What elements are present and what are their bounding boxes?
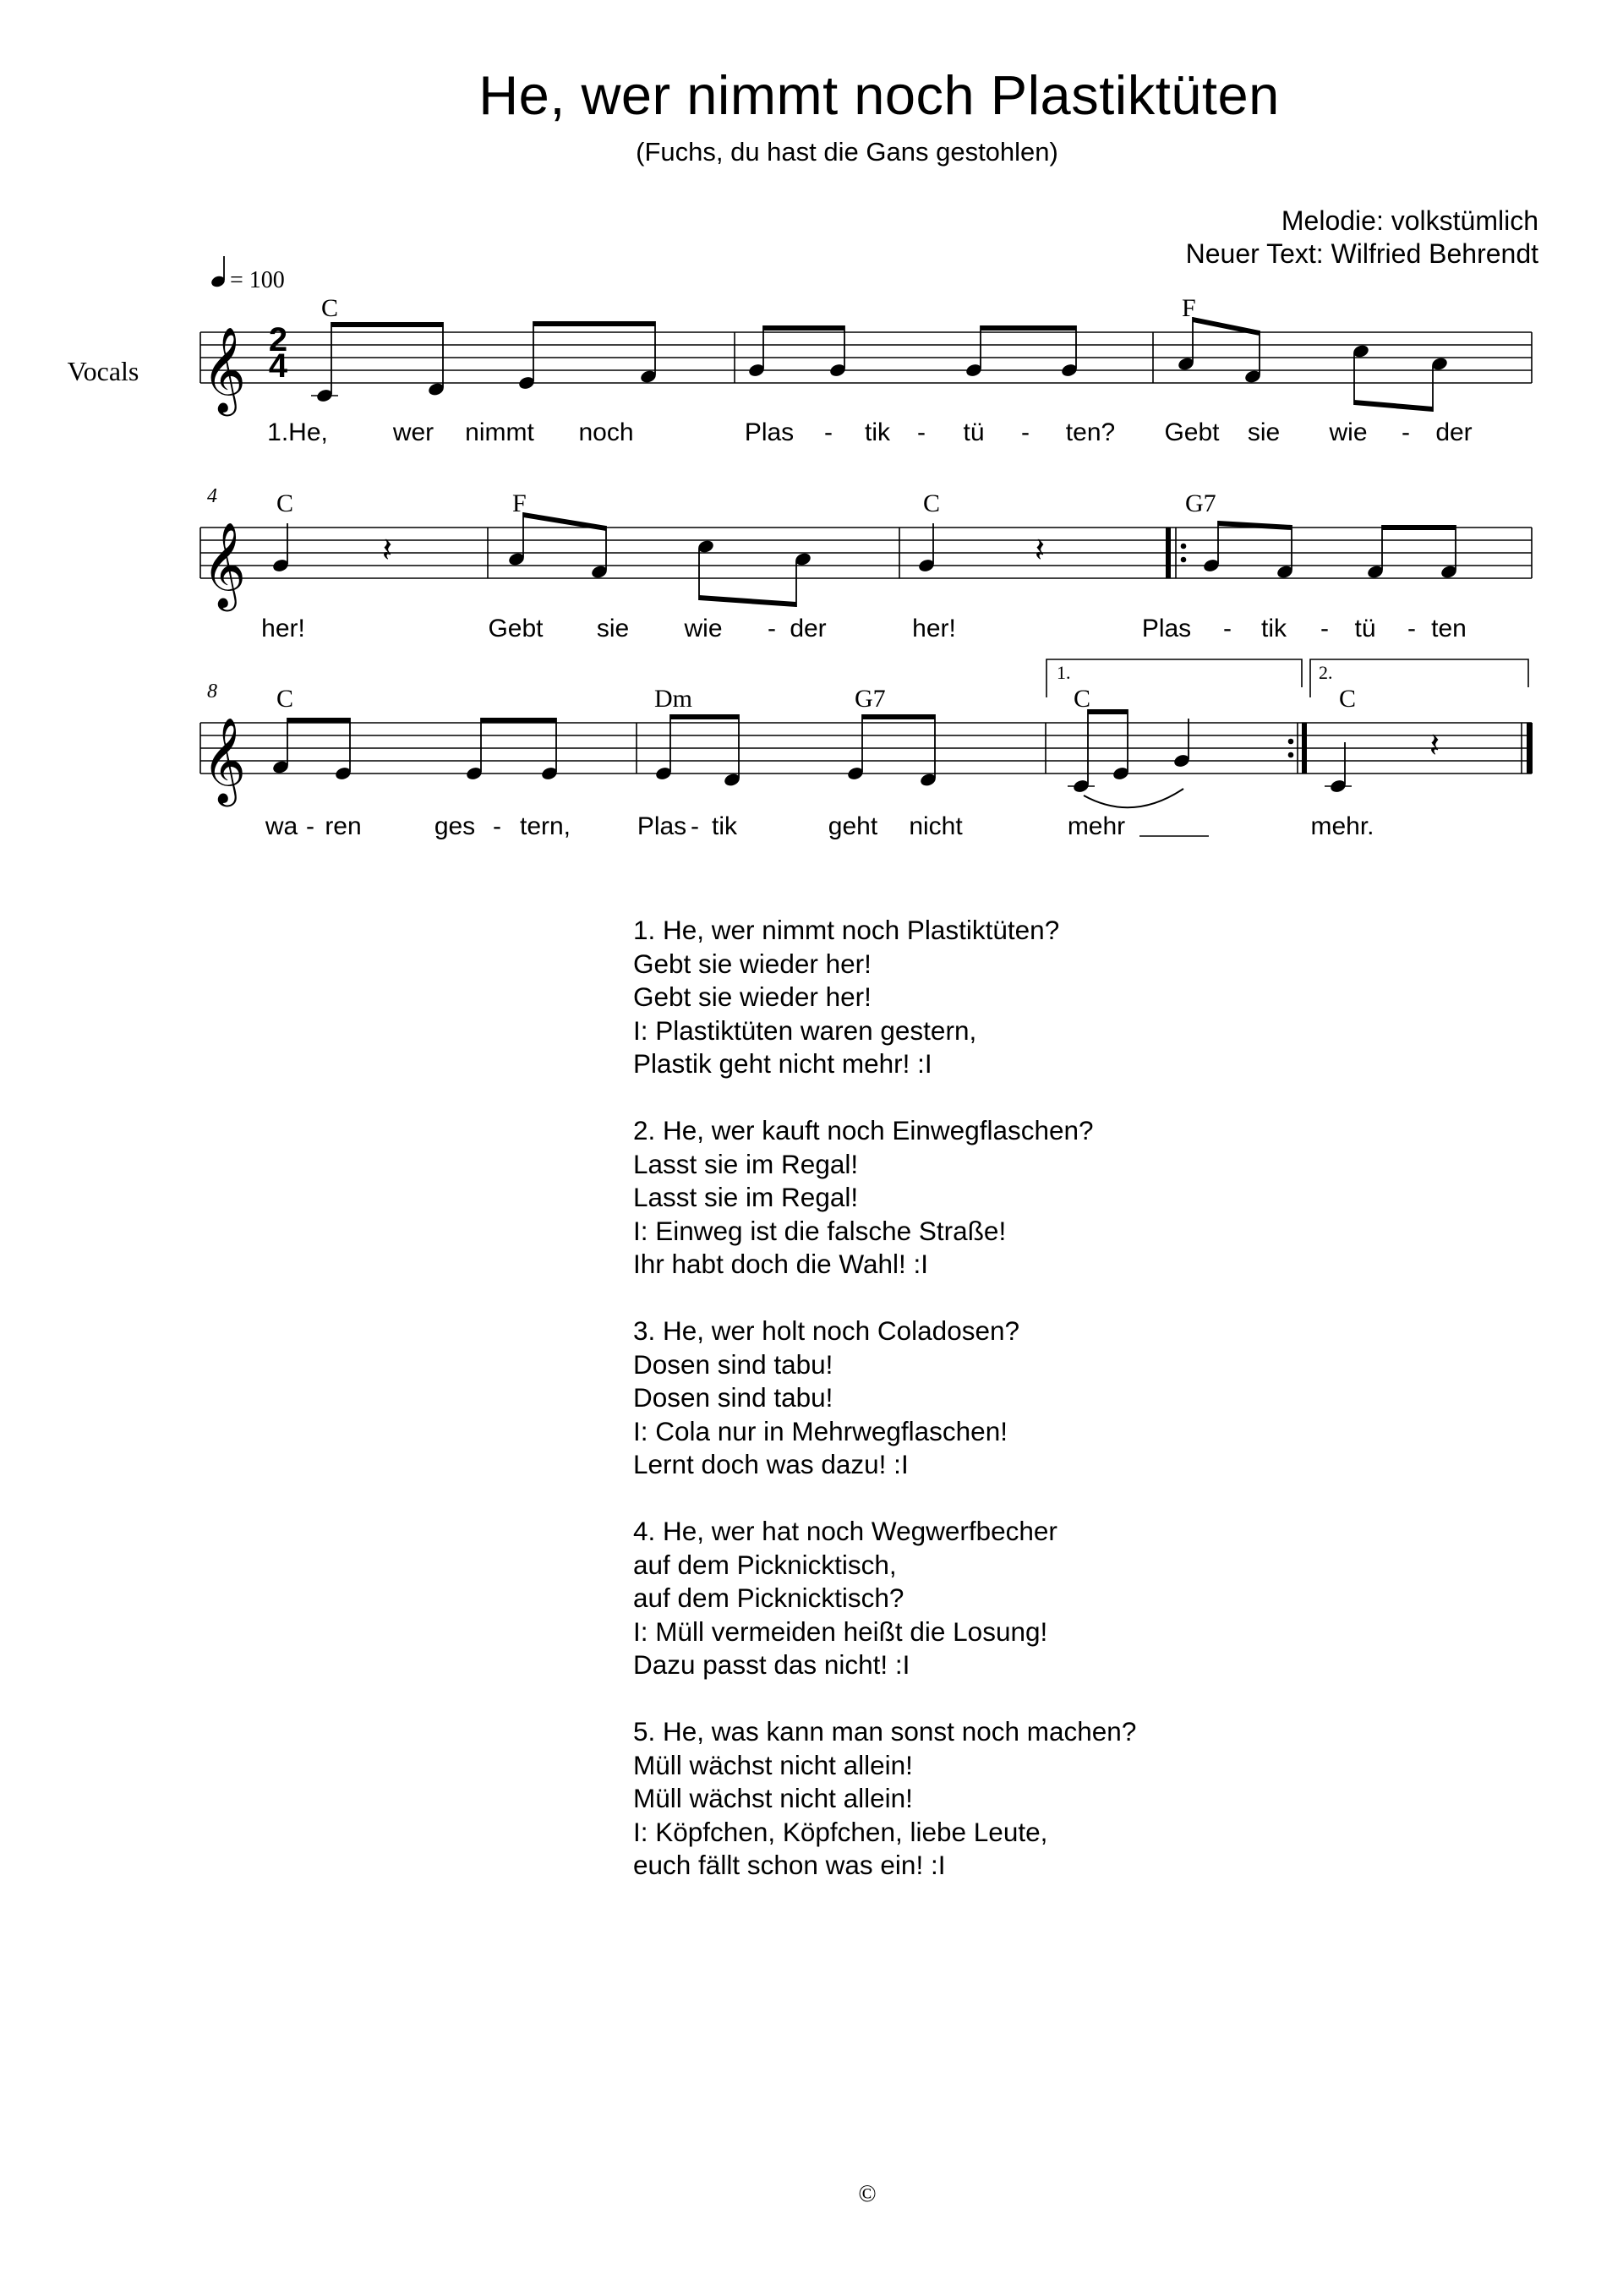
music-score — [0, 0, 1623, 879]
treble-clef-icon: 𝄞 — [201, 716, 247, 803]
lyric-syllable: - — [1402, 418, 1410, 446]
verse-line: I: Köpfchen, Köpfchen, liebe Leute, — [633, 1816, 1048, 1847]
repeat-start-thick-bar — [1166, 528, 1171, 578]
note-beam — [763, 325, 844, 331]
lyric-syllable: wie — [1329, 418, 1368, 446]
lyric-syllable: Plas — [637, 812, 687, 840]
lyric-syllable: Gebt — [488, 615, 544, 642]
verse-line: Ihr habt doch die Wahl! :I — [633, 1249, 929, 1279]
chord-symbol: C — [276, 685, 294, 713]
tempo-marking: = 100 — [230, 267, 285, 293]
lyric-syllable: noch — [578, 418, 634, 446]
verse-line: Lasst sie im Regal! — [633, 1182, 859, 1212]
note-beam — [533, 321, 655, 326]
treble-clef-icon: 𝄞 — [201, 521, 247, 608]
lyric-syllable: tik — [865, 418, 890, 446]
lyric-syllable: - — [917, 418, 926, 446]
chord-symbol: C — [321, 294, 339, 322]
lyric-syllable: tik — [1261, 615, 1287, 642]
verse-2 — [633, 1114, 1136, 1282]
lyric-syllable: Plas — [1141, 615, 1192, 642]
lyric-syllable: her! — [261, 615, 305, 642]
note-beam — [1218, 521, 1292, 530]
lyric-syllable: - — [1320, 615, 1329, 642]
song-title: He, wer nimmt noch Plastiktüten — [478, 64, 1280, 126]
verse-line: 2. He, wer kauft noch Einwegflaschen? — [633, 1115, 1094, 1145]
measure-number: 8 — [207, 681, 217, 702]
lyric-syllable: tik — [712, 812, 737, 840]
lyric-syllable: ten — [1431, 615, 1467, 642]
quarter-rest-icon: 𝄽 — [1429, 726, 1440, 765]
verse-line: Plastik geht nicht mehr! :I — [633, 1048, 932, 1079]
chord-symbol: C — [276, 489, 294, 517]
verse-line: Lasst sie im Regal! — [633, 1148, 859, 1179]
lyric-syllable: wie — [684, 615, 723, 642]
lyric-syllable: nimmt — [465, 418, 534, 446]
note-beam — [981, 325, 1076, 331]
treble-clef-icon: 𝄞 — [201, 325, 247, 413]
lyric-syllable: wa — [265, 812, 298, 840]
final-thick-bar — [1527, 723, 1533, 774]
verse-line: euch fällt schon was ein! :I — [633, 1850, 946, 1880]
time-signature-bottom: 4 — [268, 347, 288, 385]
lyric-syllable: ren — [325, 812, 362, 840]
volta-label: 1. — [1057, 662, 1071, 683]
verse-line: 4. He, wer hat noch Wegwerfbecher — [633, 1516, 1057, 1546]
note-beam — [481, 718, 556, 723]
verse-line: I: Cola nur in Mehrwegflaschen! — [633, 1415, 1008, 1446]
lyric-syllable: sie — [596, 615, 630, 642]
lyric-syllable: her! — [912, 615, 956, 642]
copyright-mark: © — [858, 2181, 877, 2207]
note-beam — [670, 714, 739, 719]
text-credit: Neuer Text: Wilfried Behrendt — [1185, 238, 1538, 269]
lyric-syllable: der — [790, 615, 827, 642]
verse-1 — [633, 914, 1136, 1081]
verse-line: I: Plastiktüten waren gestern, — [633, 1014, 977, 1046]
measure-number: 4 — [207, 485, 217, 507]
note-beam — [331, 322, 443, 327]
lyric-syllable: - — [1021, 418, 1030, 446]
lyric-syllable: tü — [963, 418, 985, 446]
verses-block — [633, 914, 1136, 1916]
lyric-syllable: - — [691, 812, 699, 840]
chord-symbol: G7 — [855, 685, 886, 713]
lyric-syllable: Plas — [744, 418, 795, 446]
time-signature-top: 2 — [268, 321, 288, 358]
chord-symbol: G7 — [1185, 489, 1216, 517]
lyric-syllable: Gebt — [1164, 418, 1220, 446]
note-beam — [862, 714, 935, 719]
lyric-syllable: ges — [434, 812, 476, 840]
lyric-syllable: wer — [392, 418, 434, 446]
lyric-syllable: - — [1223, 615, 1232, 642]
verse-line: Dosen sind tabu! — [633, 1382, 833, 1413]
lyric-syllable: geht — [828, 812, 878, 840]
lyric-syllable: - — [768, 615, 776, 642]
repeat-dot — [1181, 544, 1187, 549]
verse-line: Dazu passt das nicht! :I — [633, 1649, 910, 1680]
lyric-syllable: mehr — [1067, 812, 1126, 840]
verse-line: 5. He, was kann man sonst noch machen? — [633, 1716, 1137, 1747]
verse-line: 1. He, wer nimmt noch Plastiktüten? — [633, 915, 1060, 945]
lyric-syllable: tü — [1354, 615, 1376, 642]
chord-symbol: C — [923, 489, 941, 517]
lyric-syllable: - — [306, 812, 314, 840]
instrument-name: Vocals — [67, 356, 139, 386]
chord-symbol: Dm — [654, 685, 692, 713]
verse-line: Gebt sie wieder her! — [633, 948, 872, 979]
melody-credit: Melodie: volkstümlich — [1281, 205, 1538, 236]
repeat-dot — [1181, 557, 1187, 563]
verse-5 — [633, 1715, 1136, 1883]
quarter-rest-icon: 𝄽 — [1034, 531, 1046, 570]
lyric-syllable: - — [1407, 615, 1416, 642]
song-subtitle: (Fuchs, du hast die Gans gestohlen) — [636, 137, 1058, 167]
verse-line: I: Müll vermeiden heißt die Losung! — [633, 1615, 1048, 1647]
chord-symbol: F — [1182, 294, 1196, 322]
lyric-syllable: - — [493, 812, 501, 840]
verse-line: auf dem Picknicktisch, — [633, 1549, 897, 1580]
verse-line: Müll wächst nicht allein! — [633, 1783, 913, 1813]
note-beam — [699, 595, 796, 607]
note-beam — [287, 718, 350, 723]
chord-symbol: C — [1339, 685, 1357, 713]
quarter-rest-icon: 𝄽 — [381, 531, 393, 570]
lyric-syllable: 1.He, — [267, 418, 328, 446]
lyric-syllable: nicht — [909, 812, 963, 840]
lyric-syllable: mehr. — [1310, 812, 1374, 840]
verse-line: I: Einweg ist die falsche Straße! — [633, 1215, 1007, 1246]
lyric-syllable: ten? — [1065, 418, 1116, 446]
lyric-syllable: sie — [1247, 418, 1281, 446]
repeat-dot — [1288, 739, 1294, 745]
verse-line: Dosen sind tabu! — [633, 1348, 833, 1380]
repeat-dot — [1288, 752, 1294, 758]
lyric-syllable: tern, — [519, 812, 571, 840]
verse-line: Gebt sie wieder her! — [633, 981, 872, 1012]
slur — [1084, 789, 1183, 807]
note-beam — [1382, 525, 1456, 530]
note-beam — [1354, 400, 1433, 412]
note-beam — [1088, 709, 1128, 714]
lyric-syllable: der — [1435, 418, 1473, 446]
verse-4 — [633, 1515, 1136, 1682]
chord-symbol: C — [1074, 685, 1091, 713]
repeat-end-thick-bar — [1302, 723, 1307, 774]
verse-3 — [633, 1315, 1136, 1482]
chord-symbol: F — [512, 489, 527, 517]
verse-line: Lernt doch was dazu! :I — [633, 1449, 909, 1479]
verse-line: auf dem Picknicktisch? — [633, 1583, 904, 1613]
verse-line: Müll wächst nicht allein! — [633, 1749, 913, 1780]
lyric-syllable: - — [824, 418, 833, 446]
verse-line: 3. He, wer holt noch Coladosen? — [633, 1315, 1020, 1346]
volta-label: 2. — [1319, 662, 1333, 683]
